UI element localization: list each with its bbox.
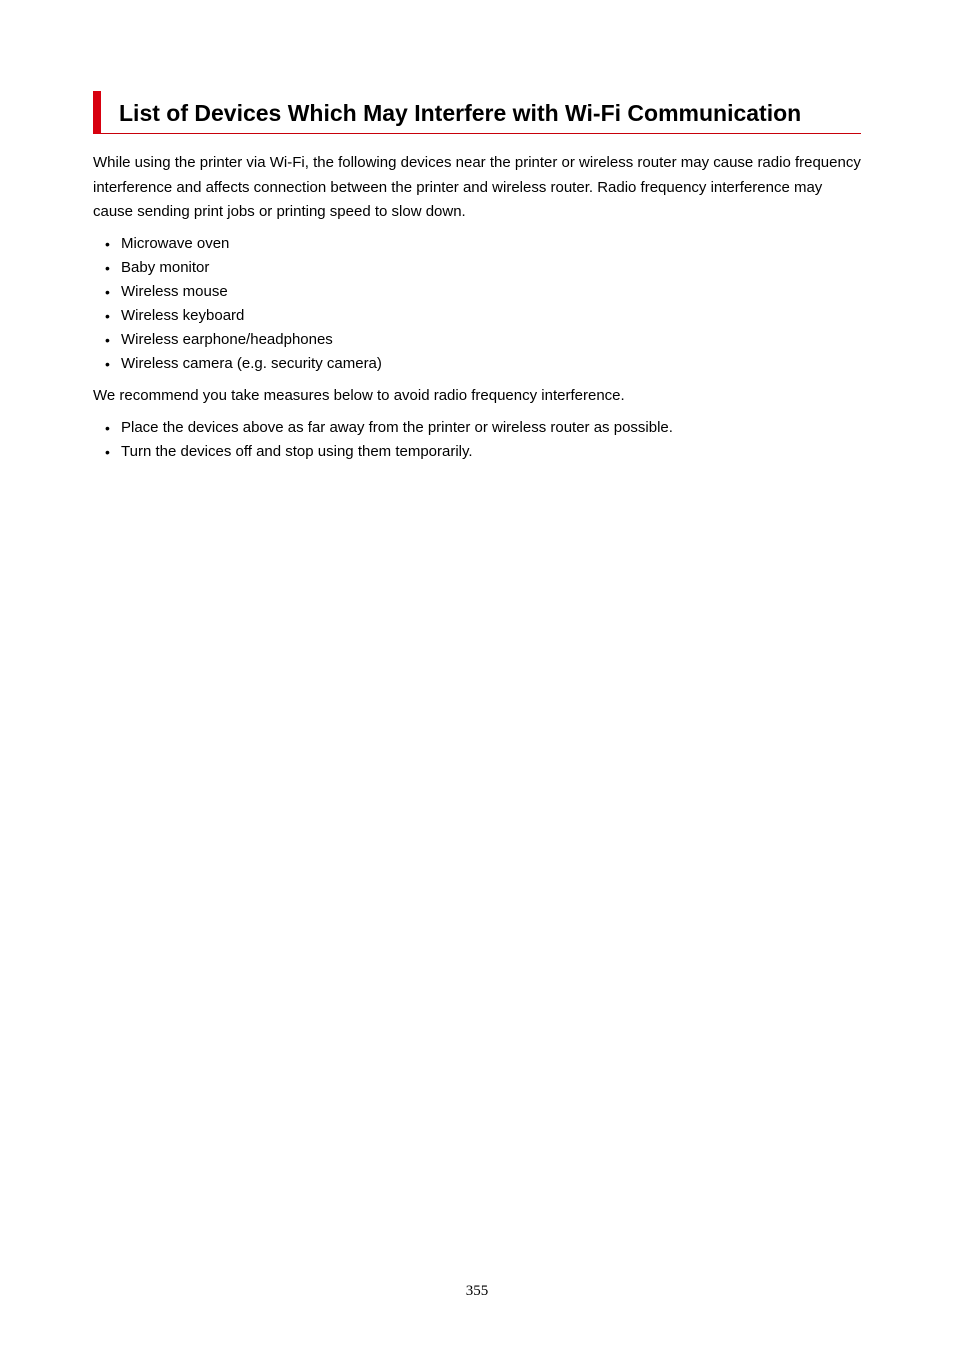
list-item: [105, 352, 382, 376]
device-item-label: Baby monitor: [121, 259, 210, 276]
list-item: [105, 280, 382, 304]
device-item-label: Microwave oven: [121, 235, 230, 252]
intro-paragraph: While using the printer via Wi-Fi, the following devices near the printer or wireless router may cause radio frequency interference and affects connection between the printer and wireless router. Radio frequency interference may cause sending print jobs or printing speed to slow down.: [93, 154, 861, 220]
device-item-label: Wireless camera (e.g. security camera): [121, 355, 382, 372]
bullet-icon: •: [105, 444, 110, 460]
bullet-icon: •: [105, 308, 110, 324]
measure-list: [105, 416, 673, 464]
list-item: [105, 304, 382, 328]
list-item: [105, 232, 382, 256]
section-heading: [93, 91, 861, 134]
bullet-icon: •: [105, 420, 110, 436]
bullet-icon: •: [105, 260, 110, 276]
bullet-icon: •: [105, 284, 110, 300]
heading-accent-bar: [93, 91, 101, 134]
device-list: [105, 232, 382, 376]
list-item: [105, 440, 673, 464]
device-item-label: Wireless earphone/headphones: [121, 331, 333, 348]
recommendation-paragraph: We recommend you take measures below to avoid radio frequency interference.: [93, 387, 625, 404]
list-item: [105, 328, 382, 352]
measure-item-label: Place the devices above as far away from the printer or wireless router as possible.: [121, 419, 673, 436]
bullet-icon: •: [105, 356, 110, 372]
page-number: 355: [465, 1283, 489, 1299]
bullet-icon: •: [105, 332, 110, 348]
list-item: [105, 416, 673, 440]
measure-item-label: Turn the devices off and stop using them temporarily.: [121, 443, 473, 460]
list-item: [105, 256, 382, 280]
bullet-icon: •: [105, 236, 110, 252]
device-item-label: Wireless mouse: [121, 283, 228, 300]
device-item-label: Wireless keyboard: [121, 307, 245, 324]
page-title: List of Devices Which May Interfere with Wi-Fi Communication: [119, 100, 802, 126]
